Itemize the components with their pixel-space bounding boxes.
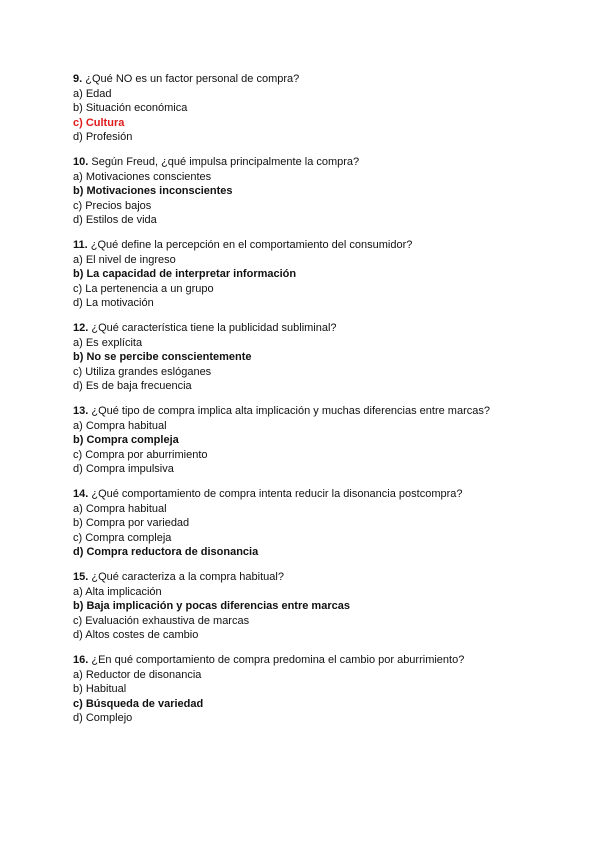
question-text: ¿Qué tipo de compra implica alta implicación y muchas diferencias entre marcas? xyxy=(91,405,490,417)
question-block xyxy=(73,404,573,477)
answer-option-correct: b) La capacidad de interpretar información xyxy=(73,268,297,280)
answer-option: a) El nivel de ingreso xyxy=(73,253,176,266)
question-title xyxy=(73,570,573,585)
question-number: 14. xyxy=(73,488,89,500)
answer-option: d) Es de baja frecuencia xyxy=(73,380,192,392)
question-text: ¿Qué comportamiento de compra intenta reducir la disonancia postcompra? xyxy=(91,488,463,500)
answer-option: c) Evaluación exhaustiva de marcas xyxy=(73,614,250,627)
answer-option: a) Es explícita xyxy=(73,336,143,349)
question-block xyxy=(73,238,573,311)
question-text: Según Freud, ¿qué impulsa principalmente la compra? xyxy=(91,156,360,168)
answer-option: d) La motivación xyxy=(73,297,154,309)
answer-option: a) Compra habitual xyxy=(73,419,167,432)
question-number: 13. xyxy=(73,405,89,417)
answer-option: d) Altos costes de cambio xyxy=(73,629,199,641)
answer-option: a) Edad xyxy=(73,87,112,100)
question-list xyxy=(73,72,573,736)
question-block xyxy=(73,653,573,726)
question-number: 12. xyxy=(73,322,89,334)
question-block xyxy=(73,570,573,643)
answer-option-correct: b) Baja implicación y pocas diferencias entre marcas xyxy=(73,600,350,612)
question-title xyxy=(73,404,573,419)
question-block xyxy=(73,155,573,228)
answer-option: c) Compra por aburrimiento xyxy=(73,448,208,461)
answer-option: d) Complejo xyxy=(73,712,133,724)
question-number: 9. xyxy=(73,73,83,85)
answer-option: c) Compra compleja xyxy=(73,531,172,544)
question-text: ¿Qué define la percepción en el comportamiento del consumidor? xyxy=(90,239,413,251)
answer-option-correct: c) Cultura xyxy=(73,116,125,129)
answer-option: a) Alta implicación xyxy=(73,585,162,598)
answer-option: d) Estilos de vida xyxy=(73,214,157,226)
question-title xyxy=(73,72,573,87)
answer-option-correct: c) Búsqueda de variedad xyxy=(73,697,204,710)
question-text: ¿Qué característica tiene la publicidad subliminal? xyxy=(91,322,337,334)
question-text: ¿Qué caracteriza a la compra habitual? xyxy=(91,571,284,583)
question-title xyxy=(73,321,573,336)
question-number: 11. xyxy=(73,239,88,251)
answer-option: c) Utiliza grandes eslóganes xyxy=(73,365,212,378)
question-block xyxy=(73,72,573,145)
answer-option: c) Precios bajos xyxy=(73,199,152,212)
question-title xyxy=(73,487,573,502)
question-title xyxy=(73,653,573,668)
answer-option: d) Compra impulsiva xyxy=(73,463,174,475)
answer-option: b) Compra por variedad xyxy=(73,517,190,529)
answer-option-correct: b) Motivaciones inconscientes xyxy=(73,185,233,197)
answer-option: a) Motivaciones conscientes xyxy=(73,170,212,183)
question-number: 16. xyxy=(73,654,89,666)
answer-option: d) Profesión xyxy=(73,131,133,143)
question-block xyxy=(73,321,573,394)
question-number: 10. xyxy=(73,156,89,168)
answer-option: c) La pertenencia a un grupo xyxy=(73,282,214,295)
answer-option-correct: d) Compra reductora de disonancia xyxy=(73,546,259,558)
answer-option: a) Compra habitual xyxy=(73,502,167,515)
question-block xyxy=(73,487,573,560)
question-number: 15. xyxy=(73,571,89,583)
question-title xyxy=(73,238,573,253)
question-text: ¿En qué comportamiento de compra predomina el cambio por aburrimiento? xyxy=(91,654,465,666)
answer-option: b) Habitual xyxy=(73,683,127,695)
answer-option-correct: b) No se percibe conscientemente xyxy=(73,351,252,363)
answer-option: a) Reductor de disonancia xyxy=(73,668,202,681)
answer-option-correct: b) Compra compleja xyxy=(73,434,179,446)
answer-option: b) Situación económica xyxy=(73,102,188,114)
question-text: ¿Qué NO es un factor personal de compra? xyxy=(85,73,300,85)
question-title xyxy=(73,155,573,170)
